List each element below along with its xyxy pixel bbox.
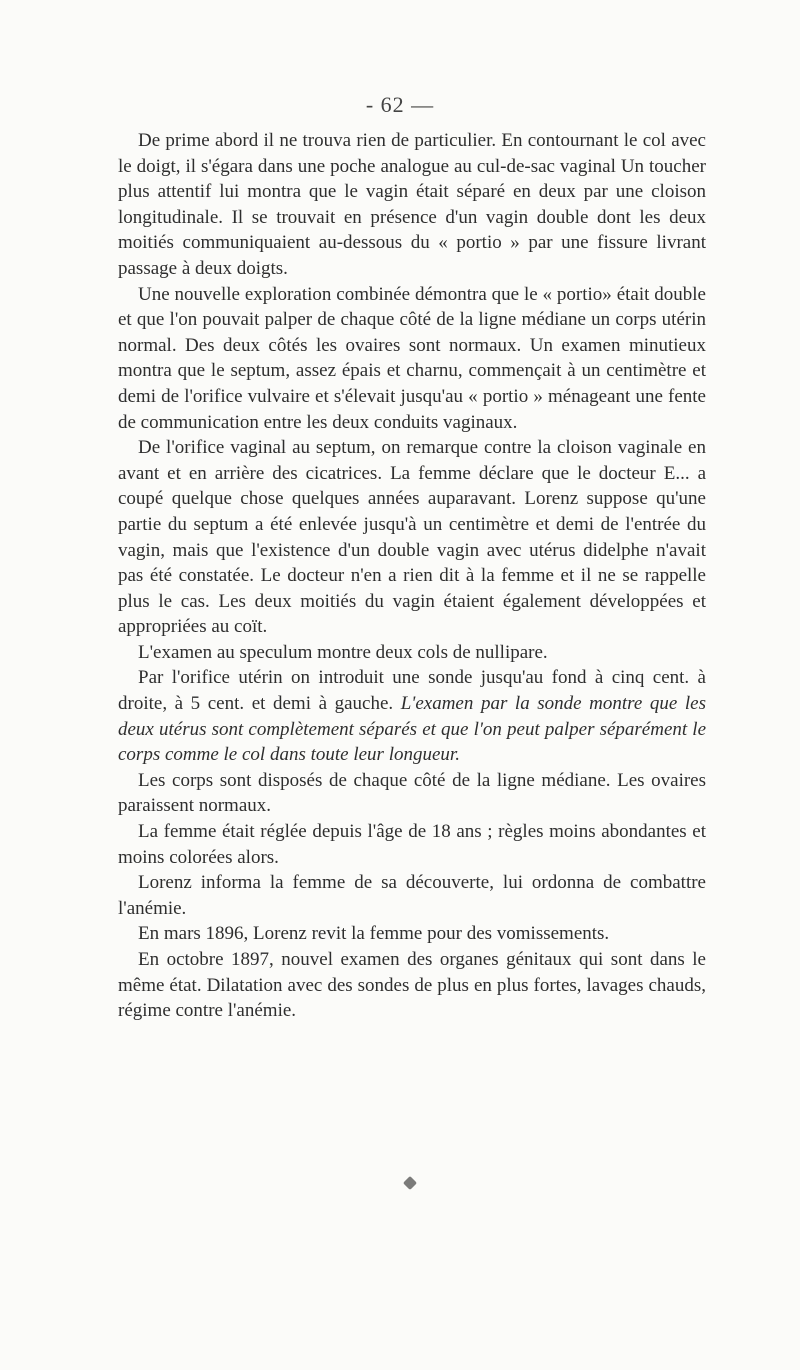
paragraph: En mars 1896, Lorenz revit la femme pour des vomissements. (138, 923, 610, 945)
paragraph: La femme était réglée depuis l'âge de 18 ans ; règles moins abondantes et moins colorées alors. (118, 821, 706, 868)
paragraph: Une nouvelle exploration combinée démontra que le « portio» était double et que l'on pouvait palper de chaque côté de la ligne médiane un corps utérin normal. Des deux côtés les ovaires sont normaux. Un examen minutieux montra que le septum, assez épais et charnu, commençait à un centimètre et demi de l'orifice vulvaire et s'élevait jusqu'au « portio » ménageant une fente de communication entre les deux conduits vaginaux. (118, 283, 706, 433)
ink-speck (403, 1176, 417, 1190)
paragraph-sonde-italic: L'examen par la sonde montre que les deux utérus sont complètement séparés et que l'on peut palper séparément le corps comme le col dans toute leur longueur. (118, 693, 706, 766)
body-text (118, 128, 706, 1024)
paragraph-sonde (118, 665, 706, 767)
page-number: - 62 — (365, 92, 435, 117)
paragraph: De prime abord il ne trouva rien de particulier. En contournant le col avec le doigt, il s'égara dans une poche analogue au cul-de-sac vaginal Un toucher plus attentif lui montra que le vagin était séparé en deux par une cloison longitudinale. Il se trouvait en présence d'un vagin double dont les deux moitiés communiquaient au-dessous du « portio » par une fissure livrant passage à deux doigts. (118, 130, 706, 279)
paragraph: De l'orifice vaginal au septum, on remarque contre la cloison vaginale en avant et en arrière des cicatrices. La femme déclare que le docteur E... a coupé quelque chose quelques années auparavant. Lorenz suppose qu'une partie du septum a été enlevée jusqu'à un centimètre et demi de l'entrée du vagin, mais que l'existence d'un double vagin avec utérus didelphe n'avait pas été constatée. Le docteur n'en a rien dit à la femme et il ne se rappelle plus le cas. Les deux moitiés du vagin étaient également développées et appropriées au coït. (118, 437, 706, 638)
paragraph: Lorenz informa la femme de sa découverte, lui ordonna de combattre l'anémie. (118, 872, 706, 919)
paragraph: L'examen au speculum montre deux cols de nullipare. (138, 641, 548, 663)
paragraph: Les corps sont disposés de chaque côté de la ligne médiane. Les ovaires paraissent normaux. (118, 769, 706, 817)
paragraph-sonde-lead: Par l'orifice utérin on introduit une sonde jusqu'au fond à cinq cent. à droite, à 5 cent. et demi à gauche. (118, 667, 706, 715)
paragraph: En octobre 1897, nouvel examen des organes génitaux qui sont dans le même état. Dilatation avec des sondes de plus en plus fortes, lavages chauds, régime contre l'anémie. (118, 949, 706, 1022)
